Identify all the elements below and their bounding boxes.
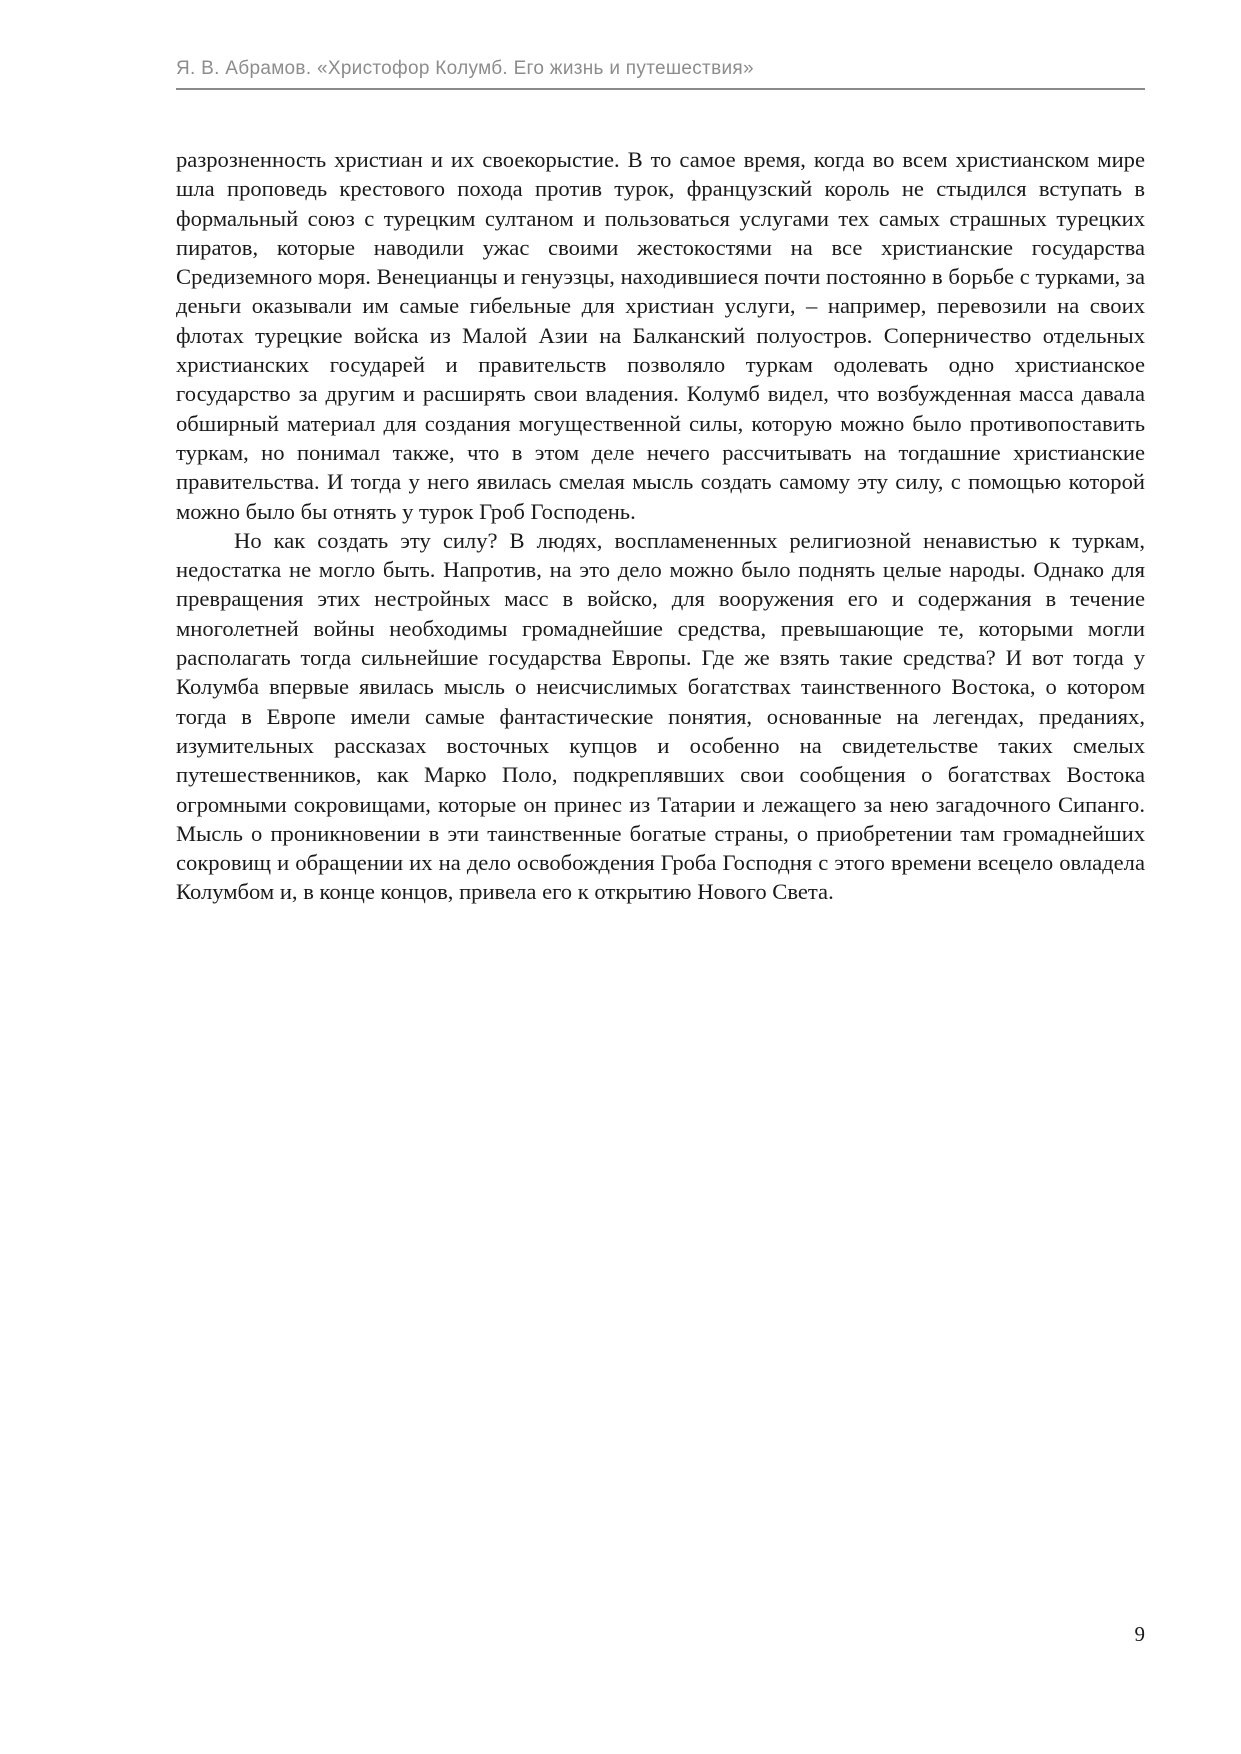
running-header: [176, 56, 1145, 90]
page-number: 9: [1134, 1622, 1145, 1646]
paragraph-continued: разрозненность христиан и их своекорыстие. В то самое время, когда во всем христианском мире шла проповедь крестового похода против турок, французский король не стыдился вступать в формальный союз с турецким султаном и пользоваться услугами тех самых страшных турецких пиратов, которые наводили ужас своими жестокостями на все христианские государства Средиземного моря. Венецианцы и генуэзцы, находившиеся почти постоянно в борьбе с турками, за деньги оказывали им самые гибельные для христиан услуги, – например, перевозили на своих флотах турецкие войска из Малой Азии на Балканский полуостров. Соперничество отдельных христианских государей и правительств позволяло туркам одолевать одно христианское государство за другим и расширять свои владения. Колумб видел, что возбужденная масса давала обширный материал для создания могущественной силы, которую можно было противопоставить туркам, но понимал также, что в этом деле нечего рассчитывать на тогдашние христианские правительства. И тогда у него явилась смелая мысль создать самому эту силу, с помощью которой можно было бы отнять у турок Гроб Господень.: [176, 147, 1145, 524]
body-text: [176, 145, 1145, 907]
paragraph: Но как создать эту силу? В людях, воспламененных религиозной ненавистью к туркам, недостатка не могло быть. Напротив, на это дело можно было поднять целые народы. Однако для превращения этих нестройных масс в войско, для вооружения его и содержания в течение многолетней войны необходимы громаднейшие средства, превышающие те, которыми могли располагать тогда сильнейшие государства Европы. Где же взять такие средства? И вот тогда у Колумба впервые явилась мысль о неисчислимых богатствах таинственного Востока, о котором тогда в Европе имели самые фантастические понятия, основанные на легендах, преданиях, изумительных рассказах восточных купцов и особенно на свидетельстве таких смелых путешественников, как Марко Поло, подкреплявших свои сообщения о богатствах Востока огромными сокровищами, которые он принес из Татарии и лежащего за нею загадочного Сипанго. Мысль о проникновении в эти таинственные богатые страны, о приобретении там громаднейших сокровищ и обращении их на дело освобождения Гроба Господня с этого времени всецело овладела Колумбом и, в конце концов, привела его к открытию Нового Света.: [176, 527, 1145, 905]
running-header-title: Я. В. Абрамов. «Христофор Колумб. Его жизнь и путешествия»: [176, 58, 754, 79]
